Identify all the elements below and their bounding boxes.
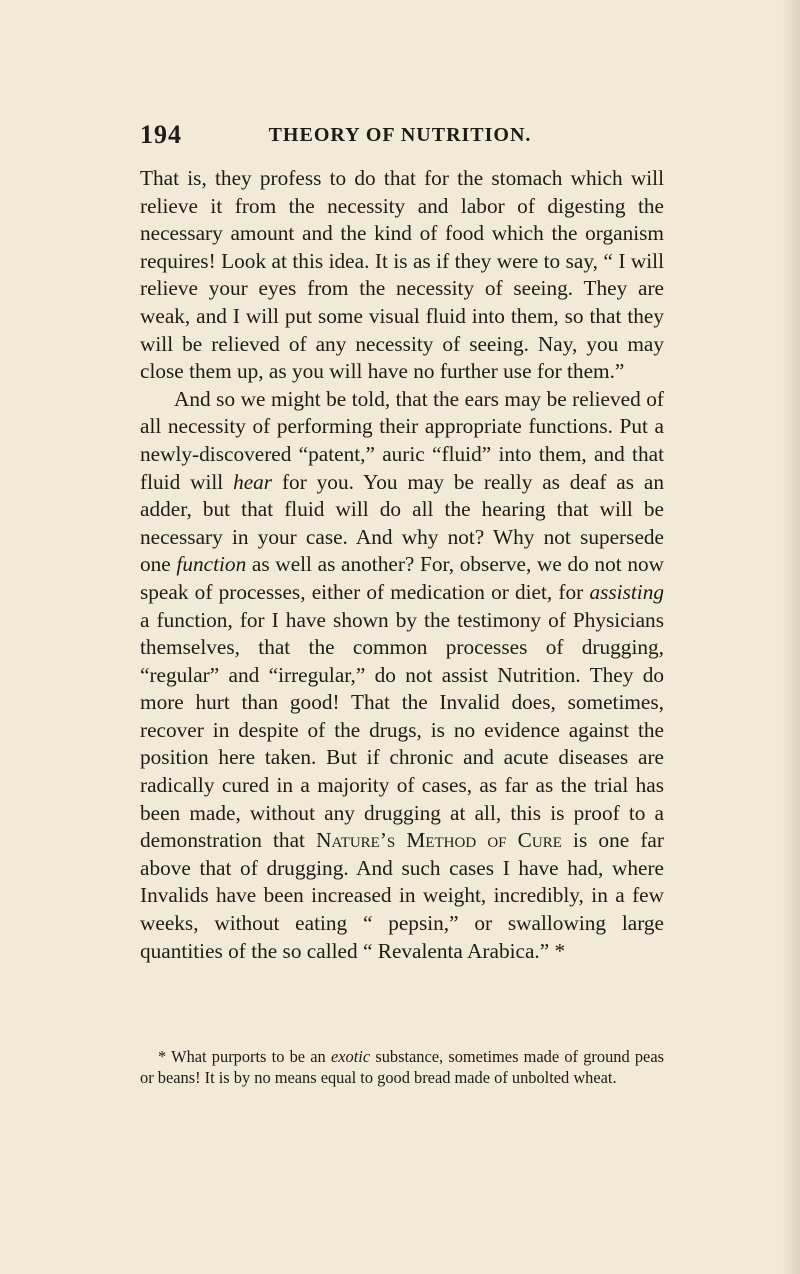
footnote — [140, 1047, 664, 1088]
footnote-part-1: * What purports to be an — [158, 1047, 331, 1066]
paragraph-1: That is, they profess to do that for the stomach which will relieve it from the necessity and labor of digesting the necessary amount and the kind of food which the organism requires! Look at this idea. It is as if they were to say, “ I will relieve your eyes from the necessity of seeing. They are weak, and I will put some visual fluid into them, so that they will be relieved of any necessity of seeing. Nay, you may close them up, as you will have no further use for them.” — [140, 166, 664, 384]
paragraph-2-part-3: as well as another? For, observe, we do not now speak of processes, either of medication or diet, for — [140, 552, 664, 604]
running-head: THEORY OF NUTRITION. — [268, 124, 532, 146]
paragraph-2-part-5: is one far above that of drugging. And such cases I have had, where Invalids have been increased in weight, incredibly, in a few weeks, without eating “ pepsin,” or swallowing large quantities of the so called “ Revalenta Arabica.” * — [140, 828, 664, 963]
paragraph-2-part-4: a function, for I have shown by the testimony of Physicians themselves, that the common processes of drugging, “regular” and “irregular,” do not assist Nutrition. They do more hurt than good! That the Invalid does, sometimes, recover in despite of the drugs, is no evidence against the position here taken. But if chronic and acute diseases are radically cured in a majority of cases, as far as the trial has been made, without any drugging at all, this is proof to a demonstration that — [140, 607, 664, 853]
page-number: 194 — [140, 120, 182, 149]
paragraph-2 — [140, 386, 664, 965]
emphasis-exotic: exotic — [330, 1047, 371, 1066]
page-header — [140, 120, 660, 150]
page-edge-shadow — [782, 0, 800, 1274]
emphasis-assisting: assisting — [589, 579, 664, 604]
footnote-part-2: substance, sometimes made of ground peas or beans! It is by no means equal to good bread made of unbolted wheat. — [140, 1047, 664, 1087]
small-caps-natures-method: Nature’s Method of Cure — [316, 828, 562, 853]
body-text — [140, 165, 664, 965]
paragraph-2-part-2: for you. You may be really as deaf as an adder, but that fluid will do all the hearing that will be necessary in your case. And why not? Why not supersede one — [140, 469, 664, 577]
paragraph-2-part-1: And so we might be told, that the ears may be relieved of all necessity of performing their appropriate functions. Put a newly-discovered “patent,” auric “fluid” into them, and that fluid will — [140, 386, 664, 494]
emphasis-function: function — [176, 552, 247, 577]
emphasis-hear: hear — [233, 469, 273, 494]
